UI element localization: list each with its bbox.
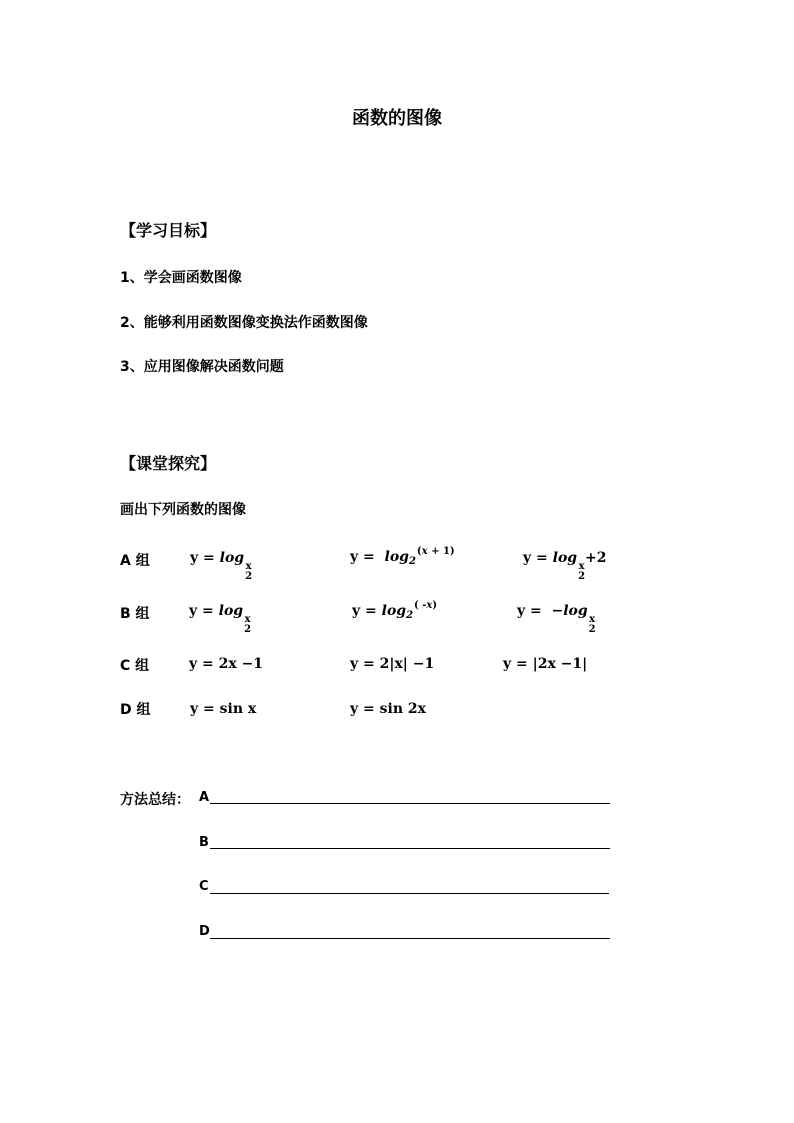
summary-line-b-label: B: [199, 835, 209, 850]
summary-label: 方法总结：: [120, 792, 190, 808]
objective-item-3: 3、应用图像解决函数问题: [120, 359, 284, 375]
group-b-label: B 组: [120, 606, 150, 622]
formula-b1: y = log x 2: [189, 603, 252, 635]
summary-line-b[interactable]: [210, 848, 610, 849]
formula-a2: $y = \log_2^{(x + 1)}$: [350, 546, 455, 567]
summary-line-d-label: D: [199, 924, 210, 939]
objective-item-1: 1、学会画函数图像: [120, 270, 242, 286]
explore-instruction: 画出下列函数的图像: [120, 502, 246, 518]
group-c-label: C 组: [120, 658, 150, 674]
group-a-label: A 组: [120, 553, 150, 569]
summary-line-c[interactable]: [210, 893, 609, 894]
formula-a3: y = log x 2 +2: [523, 550, 607, 582]
summary-line-d[interactable]: [210, 938, 610, 939]
formula-a1: y = log x 2: [190, 550, 253, 582]
formula-d2: y = sin 2x: [350, 701, 426, 717]
summary-line-a-label: A: [199, 790, 210, 805]
formula-d1: y = sin x: [190, 701, 257, 717]
formula-c3: y = |2x −1|: [503, 656, 588, 672]
summary-line-a[interactable]: [210, 803, 610, 804]
page-title: 函数的图像: [352, 108, 442, 129]
objective-item-2: 2、能够利用函数图像变换法作函数图像: [120, 315, 368, 331]
objectives-heading: 【学习目标】: [120, 221, 217, 240]
summary-line-c-label: C: [199, 879, 209, 894]
explore-heading: 【课堂探究】: [120, 454, 217, 473]
formula-b2: $y = \log_2^{( -x)}$: [352, 600, 438, 621]
formula-c2: y = 2|x| −1: [350, 656, 435, 672]
formula-c1: y = 2x −1: [189, 656, 264, 672]
group-d-label: D 组: [120, 702, 151, 718]
formula-b3: y = −log x 2: [517, 603, 596, 635]
